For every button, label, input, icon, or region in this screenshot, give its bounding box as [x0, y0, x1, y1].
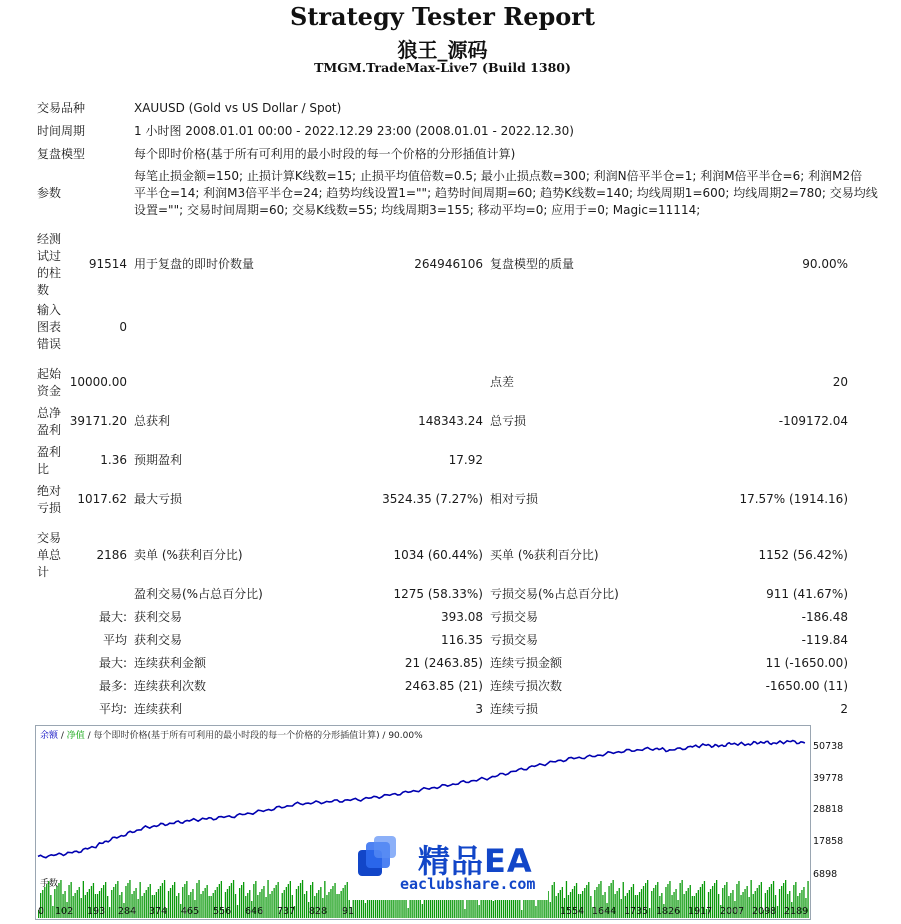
- volume-bar: [302, 880, 303, 918]
- volume-bar: [105, 882, 106, 918]
- abs-dd-label: 绝对亏损: [37, 484, 62, 515]
- avg-loss-value: -119.84: [801, 633, 848, 647]
- y-tick-label: 50738: [813, 741, 844, 752]
- deposit-value: 10000.00: [69, 375, 127, 389]
- volume-bar: [422, 904, 423, 918]
- cons-loss-cnt-label: 连续亏损次数: [490, 679, 563, 693]
- gross-profit-label: 总获利: [134, 414, 171, 428]
- caption-sep: /: [58, 731, 67, 741]
- volume-bar: [304, 894, 305, 918]
- payoff-label: 预期盈利: [134, 453, 183, 467]
- volume-bar: [79, 887, 80, 918]
- max-prefix: 最大:: [98, 656, 127, 670]
- volume-bar: [338, 894, 339, 918]
- long-label: 买单 (%获利百分比): [490, 548, 599, 562]
- volume-bar: [138, 899, 139, 918]
- x-tick-label: 828: [309, 906, 328, 917]
- volume-bar: [686, 891, 687, 918]
- avg-loss-label: 亏损交易: [490, 633, 539, 647]
- y-tick-label: 17858: [813, 836, 844, 847]
- watermark: [348, 822, 548, 900]
- volume-bar: [168, 891, 169, 918]
- x-tick-label: 1826: [656, 906, 681, 917]
- avg-win-value: 116.35: [441, 633, 483, 647]
- volume-bar: [146, 890, 147, 918]
- pf-value: 1.36: [100, 453, 127, 467]
- volume-bar: [621, 899, 622, 918]
- volume-bar: [172, 885, 173, 918]
- volume-bar: [85, 895, 86, 918]
- volume-bar: [296, 889, 297, 918]
- volume-bar: [781, 886, 782, 918]
- volume-bar: [586, 885, 587, 918]
- volume-bar: [479, 905, 480, 918]
- volume-bar: [52, 906, 53, 918]
- volume-bar: [332, 886, 333, 918]
- loss-value: 911 (41.67%): [766, 587, 848, 601]
- volume-bar: [111, 890, 112, 918]
- volume-bar: [44, 887, 45, 918]
- y-tick-label: 39778: [813, 773, 844, 784]
- period-label: 时间周期: [37, 124, 86, 138]
- avg-prefix: 平均: [102, 633, 127, 647]
- largest-prefix: 最大:: [98, 610, 127, 624]
- largest-win-value: 393.08: [441, 610, 483, 624]
- x-tick-label: 284: [118, 906, 137, 917]
- avg-cons-loss-label: 连续亏损: [490, 702, 539, 716]
- long-value: 1152 (56.42%): [758, 548, 848, 562]
- volume-bar: [619, 888, 620, 918]
- volume-bar: [174, 882, 175, 918]
- net-value: 39171.20: [69, 414, 127, 428]
- symbol-label: 交易品种: [37, 101, 86, 115]
- volume-bar: [239, 888, 240, 918]
- abs-dd-value: 1017.62: [77, 492, 127, 506]
- trades-value: 2186: [96, 548, 127, 562]
- max-dd-value: 3524.35 (7.27%): [382, 492, 483, 506]
- volume-bar: [209, 896, 210, 918]
- volume-bar: [588, 882, 589, 918]
- model-label: 复盘模型: [37, 147, 86, 161]
- caption-equity: 净值: [66, 731, 85, 741]
- volume-bar: [176, 896, 177, 918]
- x-tick-label: 91: [342, 906, 355, 917]
- volume-bar: [779, 889, 780, 918]
- largest-loss-value: -186.48: [801, 610, 848, 624]
- volume-bar: [747, 886, 748, 918]
- bars-label: 经测试过的柱数: [37, 232, 62, 297]
- max-dd-label: 最大亏损: [134, 492, 183, 506]
- ticks-label: 用于复盘的即时价数量: [134, 257, 255, 271]
- volume-bar: [170, 888, 171, 918]
- rel-dd-label: 相对亏损: [490, 492, 539, 506]
- volume-bar: [46, 884, 47, 918]
- volume-bar: [140, 882, 141, 918]
- payoff-value: 17.92: [448, 453, 483, 467]
- volume-bar: [178, 893, 179, 918]
- net-label: 总净盈利: [37, 406, 62, 437]
- spread-value: 20: [832, 375, 848, 389]
- gross-profit-value: 148343.24: [418, 414, 483, 428]
- volume-bar: [749, 897, 750, 918]
- volume-bar: [556, 896, 557, 918]
- volume-bar: [714, 883, 715, 918]
- x-tick-label: 102: [55, 906, 74, 917]
- gross-loss-value: -109172.04: [778, 414, 848, 428]
- x-tick-label: 193: [87, 906, 106, 917]
- avg-cons-win-value: 3: [475, 702, 483, 716]
- short-value: 1034 (60.44%): [393, 548, 483, 562]
- volume-bar: [298, 886, 299, 918]
- x-tick-label: 2189: [784, 906, 809, 917]
- volume-bar: [265, 897, 266, 918]
- deposit-label: 起始资金: [37, 367, 62, 398]
- volume-bar: [334, 883, 335, 918]
- volume-bar: [211, 896, 212, 918]
- volume-bar: [365, 903, 366, 918]
- model-value: 每个即时价格(基于所有可利用的最小时段的每一个价格的分形插值计算): [134, 147, 516, 161]
- watermark-name: 精品EA: [418, 842, 533, 880]
- volume-bar: [144, 893, 145, 918]
- rel-dd-value: 17.57% (1914.16): [739, 492, 848, 506]
- cons-win-cnt-label: 连续获利次数: [134, 679, 207, 693]
- volume-bar: [269, 894, 270, 918]
- x-tick-label: 556: [213, 906, 232, 917]
- cons-loss-amt-label: 连续亏损金额: [490, 656, 563, 670]
- largest-loss-label: 亏损交易: [490, 610, 539, 624]
- cons-loss-cnt-value: -1650.00 (11): [765, 679, 848, 693]
- volume-bar: [271, 891, 272, 918]
- volume-bar: [684, 894, 685, 918]
- x-tick-label: 2007: [720, 906, 745, 917]
- x-tick-label: 1917: [688, 906, 713, 917]
- volume-bar: [651, 891, 652, 918]
- volume-bar: [550, 902, 551, 918]
- watermark-url: eaclubshare.com: [400, 875, 536, 893]
- x-tick-label: 2098: [752, 906, 777, 917]
- cons-loss-amt-value: 11 (-1650.00): [765, 656, 848, 670]
- volume-bar: [712, 886, 713, 918]
- volume-bar: [507, 897, 508, 918]
- y-tick-label: 28818: [813, 804, 844, 815]
- pf-label: 盈利比: [37, 445, 62, 476]
- win-label: 盈利交易(%占总百分比): [134, 587, 263, 601]
- avgc-prefix: 平均:: [98, 702, 127, 716]
- params-label: 参数: [37, 186, 62, 200]
- quality-label: 复盘模型的质量: [490, 257, 575, 271]
- volume-label: 手数: [40, 879, 59, 889]
- volume-bar: [50, 895, 51, 918]
- caption-balance: 余额: [40, 731, 59, 741]
- volume-bar: [777, 906, 778, 918]
- volume-bar: [408, 908, 409, 918]
- symbol-value: XAUUSD (Gold vs US Dollar / Spot): [134, 101, 342, 115]
- watermark-logo-icon: [356, 836, 398, 878]
- most-prefix: 最多:: [98, 679, 127, 693]
- short-label: 卖单 (%获利百分比): [134, 548, 243, 562]
- volume-bar: [716, 880, 717, 918]
- volume-bar: [200, 894, 201, 918]
- x-tick-label: 1735: [624, 906, 649, 917]
- server-name: TMGM.TradeMax-Live7 (Build 1380): [314, 60, 571, 75]
- volume-bar: [379, 899, 380, 918]
- trades-label: 交易单总计: [37, 531, 62, 579]
- x-tick-label: 1554: [560, 906, 585, 917]
- volume-bar: [584, 888, 585, 918]
- volume-bar: [617, 891, 618, 918]
- win-value: 1275 (58.33%): [393, 587, 483, 601]
- volume-bar: [744, 889, 745, 918]
- params-line-3: 设置=""; 交易时间周期=60; 交易K线数=55; 均线周期3=155; 移动平均=0; 应用于=0; Magic=11114;: [134, 203, 701, 217]
- volume-bar: [521, 910, 522, 918]
- report-subtitle: 狼王_源码: [397, 38, 488, 62]
- cons-win-cnt-value: 2463.85 (21): [404, 679, 483, 693]
- volume-bar: [235, 894, 236, 918]
- volume-bar: [233, 880, 234, 918]
- volume-bar: [107, 896, 108, 918]
- volume-bar: [330, 889, 331, 918]
- x-tick-label: 374: [149, 906, 168, 917]
- volume-bar: [328, 892, 329, 918]
- volume-bar: [75, 893, 76, 918]
- x-tick-label: 737: [277, 906, 296, 917]
- quality-value: 90.00%: [802, 257, 848, 271]
- volume-bar: [109, 907, 110, 918]
- volume-bar: [241, 885, 242, 918]
- volume-bar: [336, 894, 337, 918]
- volume-bar: [202, 891, 203, 918]
- volume-bar: [77, 890, 78, 918]
- volume-bar: [682, 880, 683, 918]
- period-value: 1 小时图 2008.01.01 00:00 - 2022.12.29 23:00 (2008.01.01 - 2022.12.30): [134, 124, 574, 138]
- volume-bar: [237, 905, 238, 918]
- volume-bar: [81, 898, 82, 918]
- volume-bar: [274, 888, 275, 918]
- volume-bar: [207, 885, 208, 918]
- volume-bar: [653, 888, 654, 918]
- volume-bar: [493, 901, 494, 918]
- x-tick-label: 1644: [592, 906, 617, 917]
- avg-win-label: 获利交易: [134, 633, 183, 647]
- spread-label: 点差: [490, 375, 515, 389]
- volume-bar: [306, 891, 307, 918]
- bars-value: 91514: [88, 257, 127, 271]
- volume-bar: [83, 881, 84, 918]
- y-tick-label: 6898: [813, 869, 838, 880]
- errors-value: 0: [119, 320, 127, 334]
- volume-bar: [436, 900, 437, 918]
- volume-bar: [535, 906, 536, 918]
- params-line-1: 每笔止损金额=150; 止损计算K线数=15; 止损平均值倍数=0.5; 最小止损点数=300; 利润N倍平半仓=1; 利润M倍平半仓=6; 利润M2倍: [134, 169, 863, 183]
- volume-bar: [554, 882, 555, 918]
- params-line-2: 平半仓=14; 利润M3倍平半仓=24; 趋势均线设置1=""; 趋势时间周期=60; 趋势K线数=140; 均线周期1=600; 均线周期2=780; 交易均线: [134, 186, 878, 200]
- avg-cons-loss-value: 2: [840, 702, 848, 716]
- volume-bar: [649, 908, 650, 918]
- volume-bar: [267, 880, 268, 918]
- avg-cons-win-label: 连续获利: [134, 702, 183, 716]
- volume-bar: [464, 909, 465, 918]
- cons-win-amt-value: 21 (2463.85): [404, 656, 483, 670]
- loss-label: 亏损交易(%占总百分比): [490, 587, 619, 601]
- x-tick-label: 465: [181, 906, 200, 917]
- volume-bar: [205, 888, 206, 918]
- gross-loss-label: 总亏损: [490, 414, 527, 428]
- x-tick-label: 646: [245, 906, 264, 917]
- x-tick-label: 0: [38, 906, 45, 917]
- largest-win-label: 获利交易: [134, 610, 183, 624]
- volume-bar: [263, 886, 264, 918]
- volume-bar: [115, 884, 116, 918]
- volume-bar: [113, 887, 114, 918]
- volume-bar: [300, 883, 301, 918]
- caption-rest: / 每个即时价格(基于所有可利用的最小时段的每一个价格的分形插值计算) / 90.00%: [84, 731, 423, 741]
- volume-bar: [142, 896, 143, 918]
- volume-bar: [552, 885, 553, 918]
- report-title: Strategy Tester Report: [289, 2, 596, 31]
- cons-win-amt-label: 连续获利金额: [134, 656, 207, 670]
- errors-label: 输入图表错误: [37, 303, 62, 351]
- ticks-value: 264946106: [414, 257, 483, 271]
- volume-bar: [558, 893, 559, 918]
